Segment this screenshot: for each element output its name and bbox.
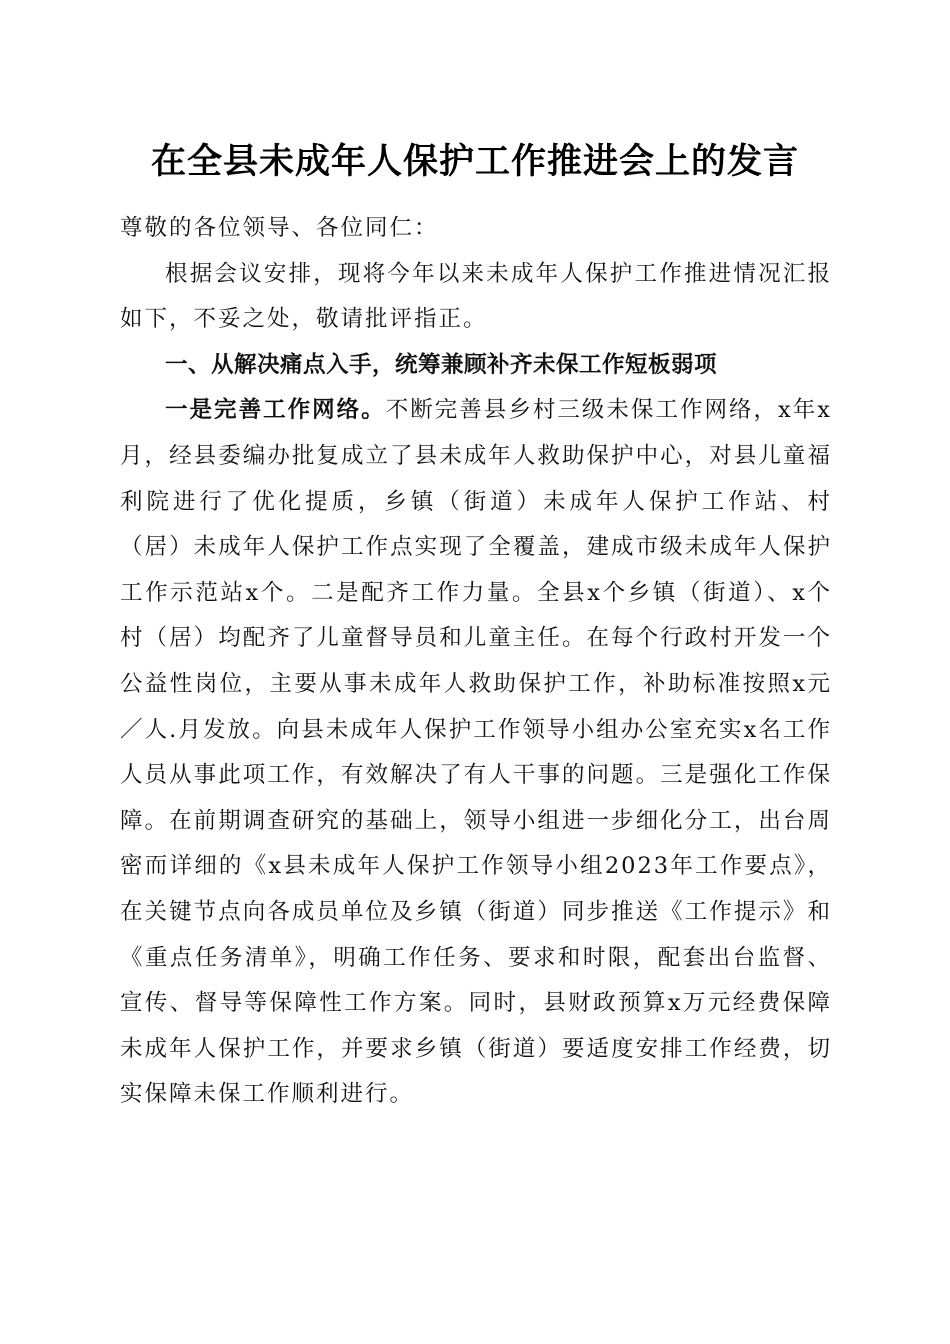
salutation: 尊敬的各位领导、各位同仁： [120,215,439,241]
section-heading: 一、从解决痛点入手，统筹兼顾补齐未保工作短板弱项 [165,351,718,378]
document-title: 在全县未成年人保护工作推进会上的发言 [150,141,799,182]
intro-paragraph: 根据会议安排，现将今年以来未成年人保护工作推进情况汇报如下，不妥之处，敬请批评指正。 [120,260,832,333]
document-body [120,206,832,1118]
body-paragraph [120,388,832,1118]
paragraph-body: 不断完善县乡村三级未保工作网络，x年x月，经县委编办批复成立了县未成年人救助保护中心，对县儿童福利院进行了优化提质，乡镇（街道）未成年人保护工作站、村（居）未成年人保护工作点实现了全覆盖，建成市级未成年人保护工作示范站x个。二是配齐工作力量。全县x个乡镇（街道）、x个村（居）均配齐了儿童督导员和儿童主任。在每个行政村开发一个公益性岗位，主要从事未成年人救助保护工作，补助标准按照x元／人.月发放。向县未成年人保护工作领导小组办公室充实x名工作人员从事此项工作，有效解决了有人干事的问题。三是强化工作保障。在前期调查研究的基础上，领导小组进一步细化分工，出台周密而详细的《x县未成年人保护工作领导小组2023年工作要点》，在关键节点向各成员单位及乡镇（街道）同步推送《工作提示》和《重点任务清单》，明确工作任务、要求和时限，配套出台监督、宣传、督导等保障性工作方案。同时，县财政预算x万元经费保障未成年人保护工作，并要求乡镇（街道）要适度安排工作经费，切实保障未保工作顺利进行。 [120,397,832,1108]
paragraph-lead: 一是完善工作网络。 [165,397,386,424]
